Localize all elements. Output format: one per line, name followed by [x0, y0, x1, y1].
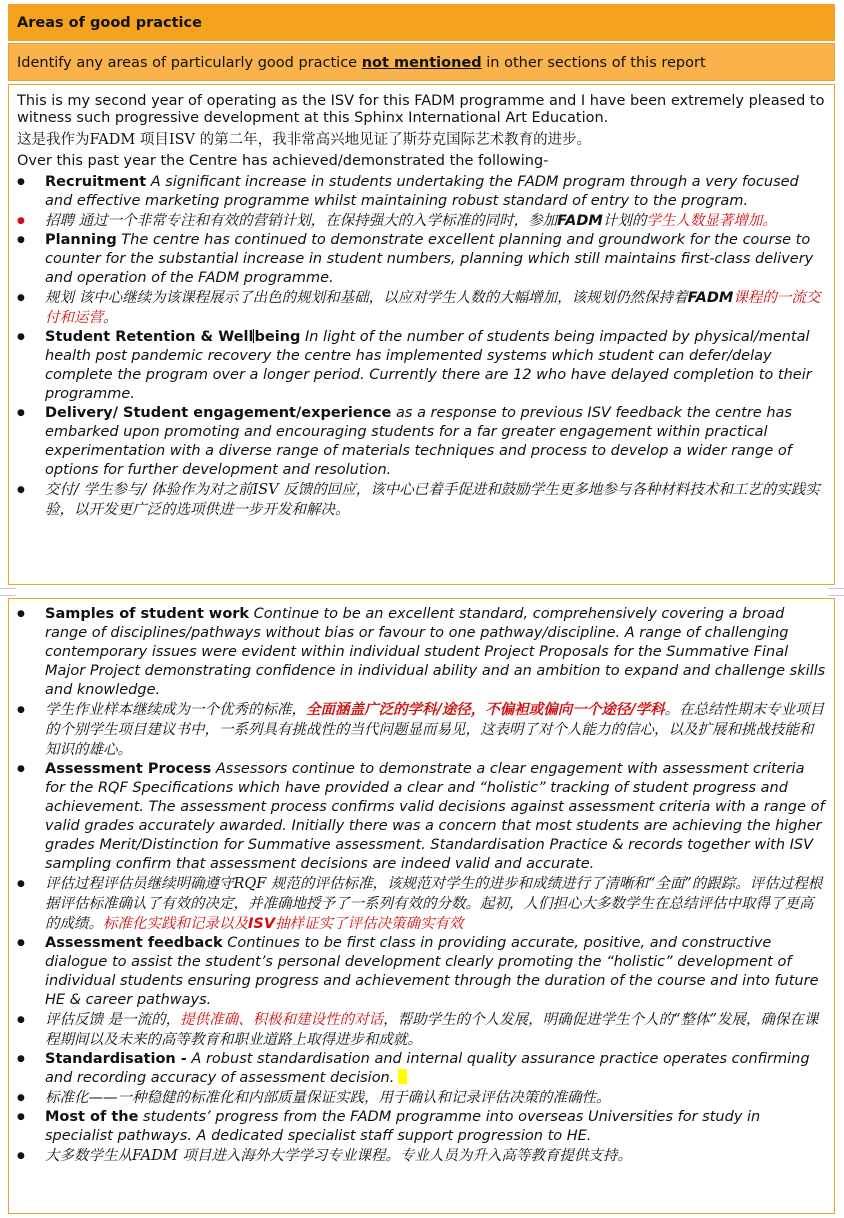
list-item-samples-zh — [17, 700, 826, 760]
list-item-progression-zh — [17, 1146, 826, 1166]
highlight-mark — [398, 1069, 407, 1084]
item-key: Delivery/ Student engagement/experience — [45, 405, 392, 421]
list-item-assessment-process-zh — [17, 874, 826, 934]
achievements-lead: Over this past year the Centre has achieved/demonstrated the following- — [17, 153, 549, 169]
zh-text: 。 — [103, 310, 118, 326]
item-text: A significant increase in students undertaking the FADM program through a very focused and effective marketing programme whilst maintaining robust standard of entry to the program. — [45, 174, 799, 209]
zh-highlight: 提供准确、积极和建设性的对话 — [180, 1012, 384, 1028]
zh-text: 招聘 通过一个非常专注和有效的营销计划，在保持强大的入学标准的同时，参加 — [45, 213, 558, 229]
list-item-standardisation — [17, 1050, 826, 1088]
list-item-recruitment — [17, 173, 826, 211]
item-text: A robust standardisation and internal quality assurance practice operates confirming and recording accuracy of assessment decision. — [45, 1051, 810, 1086]
list-item-planning-zh — [17, 288, 826, 328]
intro-paragraph: This is my second year of operating as the ISV for this FADM programme and I have been extremely pleased to witness such progressive development at this Sphinx International Art Education. — [17, 93, 825, 126]
zh-term: FADM — [687, 290, 734, 306]
list-item-recruitment-zh — [17, 211, 826, 231]
item-key: Assessment Process — [45, 761, 212, 777]
list-item-retention — [17, 328, 826, 404]
zh-highlight: 标准化实践和记录以及 — [103, 916, 248, 932]
item-key-part: being — [254, 329, 301, 345]
zh-text: 学生作业样本继续成为一个优秀的标准， — [45, 702, 306, 718]
item-text: Continues to be first class in providing accurate, positive, and constructive dialogue to assist the student’s personal development clearly promoting the “holistic” development of individual students ensuring progress and achievement through the duration of the course and into future HE & career pathways. — [45, 935, 819, 1008]
report-body-part-2[interactable] — [8, 598, 835, 1214]
list-item-assessment-process — [17, 760, 826, 874]
zh-text: 评估反馈 是一流的， — [45, 1012, 181, 1028]
instruction-post: in other sections of this report — [481, 55, 706, 71]
zh-text: ，帮助学生的个人发展，明确促进学生个人的“整体”发展，确保在课程期间以及未来的高等教育和职业道路上取得进步和成就。 — [45, 1012, 819, 1048]
page-break-right — [828, 588, 844, 596]
list-item-planning — [17, 231, 826, 288]
zh-highlight: 课程的一流交付和运营 — [45, 290, 821, 326]
instruction-pre: Identify any areas of particularly good practice — [17, 55, 362, 71]
item-text: The centre has continued to demonstrate excellent planning and groundwork for the course to counter for the substantial increase in student numbers, planning which still maintains first-class delivery and operation of the FADM programme. — [45, 232, 814, 286]
list-item-assessment-feedback — [17, 934, 826, 1010]
list-item-standardisation-zh — [17, 1088, 826, 1108]
page-break-left — [0, 588, 16, 596]
item-key: Most of the — [45, 1109, 139, 1125]
zh-highlight: 学生人数显著增加。 — [646, 213, 777, 229]
zh-text: 大多数学生从FADM 项目进入海外大学学习专业课程。专业人员为升入高等教育提供支持。 — [45, 1148, 632, 1164]
item-key: Samples of student work — [45, 606, 250, 622]
achievement-list-1 — [17, 173, 826, 520]
instruction-bar — [8, 43, 835, 81]
section-title: Areas of good practice — [17, 15, 202, 31]
zh-term: ISV — [248, 916, 276, 932]
zh-text: 规划 该中心继续为该课程展示了出色的规划和基础，以应对学生人数的大幅增加，该规划仍然保持着 — [45, 290, 688, 306]
zh-text: 计划的 — [602, 213, 647, 229]
item-key: Assessment feedback — [45, 935, 223, 951]
list-item-progression — [17, 1108, 826, 1146]
report-body-part-1[interactable] — [8, 84, 835, 585]
list-item-samples — [17, 605, 826, 700]
item-key: Planning — [45, 232, 117, 248]
section-header — [8, 4, 835, 41]
item-text: Continue to be an excellent standard, comprehensively covering a broad range of disciplines/pathways without bias or favour to one pathway/discipline. A range of challenging contemporary issues were evident within individual student Project Proposals for the Summative Final Major Project demonstrating confidence in individual ability and an ambition to expand and challenge skills and knowledge. — [45, 606, 826, 698]
item-text: as a response to previous ISV feedback the centre has embarked upon promoting and encouraging students for a far greater engagement within practical experimentation with a diverse range of materials techniques and process to develop a wider range of options for further development and resolution. — [45, 405, 792, 478]
zh-text: 标准化——一种稳健的标准化和内部质量保证实践，用于确认和记录评估决策的准确性。 — [45, 1090, 611, 1106]
item-text: students’ progress from the FADM programme into overseas Universities for study in specialist pathways. A dedicated specialist staff support progression to HE. — [45, 1109, 761, 1144]
zh-highlight: 全面涵盖广泛的学科/途径，不偏袒或偏向一个途径/学科 — [306, 701, 665, 718]
item-key — [45, 329, 300, 345]
zh-term: FADM — [557, 213, 603, 229]
zh-text: 交付/ 学生参与/ 体验作为对之前ISV 反馈的回应，该中心已着手促进和鼓励学生更多地参与各种材料技术和工艺的实践实验，以开发更广泛的选项供进一步开发和解决。 — [45, 482, 820, 518]
list-item-delivery-zh — [17, 480, 826, 520]
instruction-emphasis: not mentioned — [361, 55, 482, 71]
item-key: Standardisation - — [45, 1051, 187, 1067]
item-text: Assessors continue to demonstrate a clear engagement with assessment criteria for the RQF Specifications which have provided a clear and “holistic” tracking of student progress and achievement. The assessment process confirms valid decisions against assessment criteria with a range of valid grades accurately awarded. Initially there was a concern that most students are achieving the higher grades Merit/Distinction for Summative assessment. Standardisation Practice & records together with ISV sampling confirm that assessment decisions are indeed valid and accurate. — [45, 761, 825, 872]
item-key: Recruitment — [45, 174, 147, 190]
zh-highlight: 抽样证实了评估决策确实有效 — [275, 916, 464, 932]
zh-text: 评估过程评估员继续明确遵守RQF 规范的评估标准，该规范对学生的进步和成绩进行了清晰和“全面”的跟踪。评估过程根据评估标准确认了有效的决定，并准确地授予了一系列有效的分数。起初，人们担心大多数学生在总结评估中取得了更高的成绩。 — [45, 876, 823, 932]
intro-paragraph-zh: 这是我作为FADM 项目ISV 的第二年，我非常高兴地见证了斯芬克国际艺术教育的进步。 — [17, 132, 592, 148]
item-text: In light of the number of students being impacted by physical/mental health post pandemic recovery the centre has implemented systems which student can defer/delay complete the program over a longer period. Currently there are 12 who have delayed completion to their programme. — [45, 329, 812, 402]
zh-text: 。在总结性期末专业项目的个别学生项目建议书中，一系列具有挑战性的当代问题显而易见，这表明了对个人能力的信心，以及扩展和挑战技能和知识的雄心。 — [45, 702, 825, 758]
list-item-assessment-feedback-zh — [17, 1010, 826, 1050]
achievement-list-2 — [17, 605, 826, 1166]
item-key-part: Student Retention & Well — [45, 329, 254, 345]
list-item-delivery — [17, 404, 826, 480]
